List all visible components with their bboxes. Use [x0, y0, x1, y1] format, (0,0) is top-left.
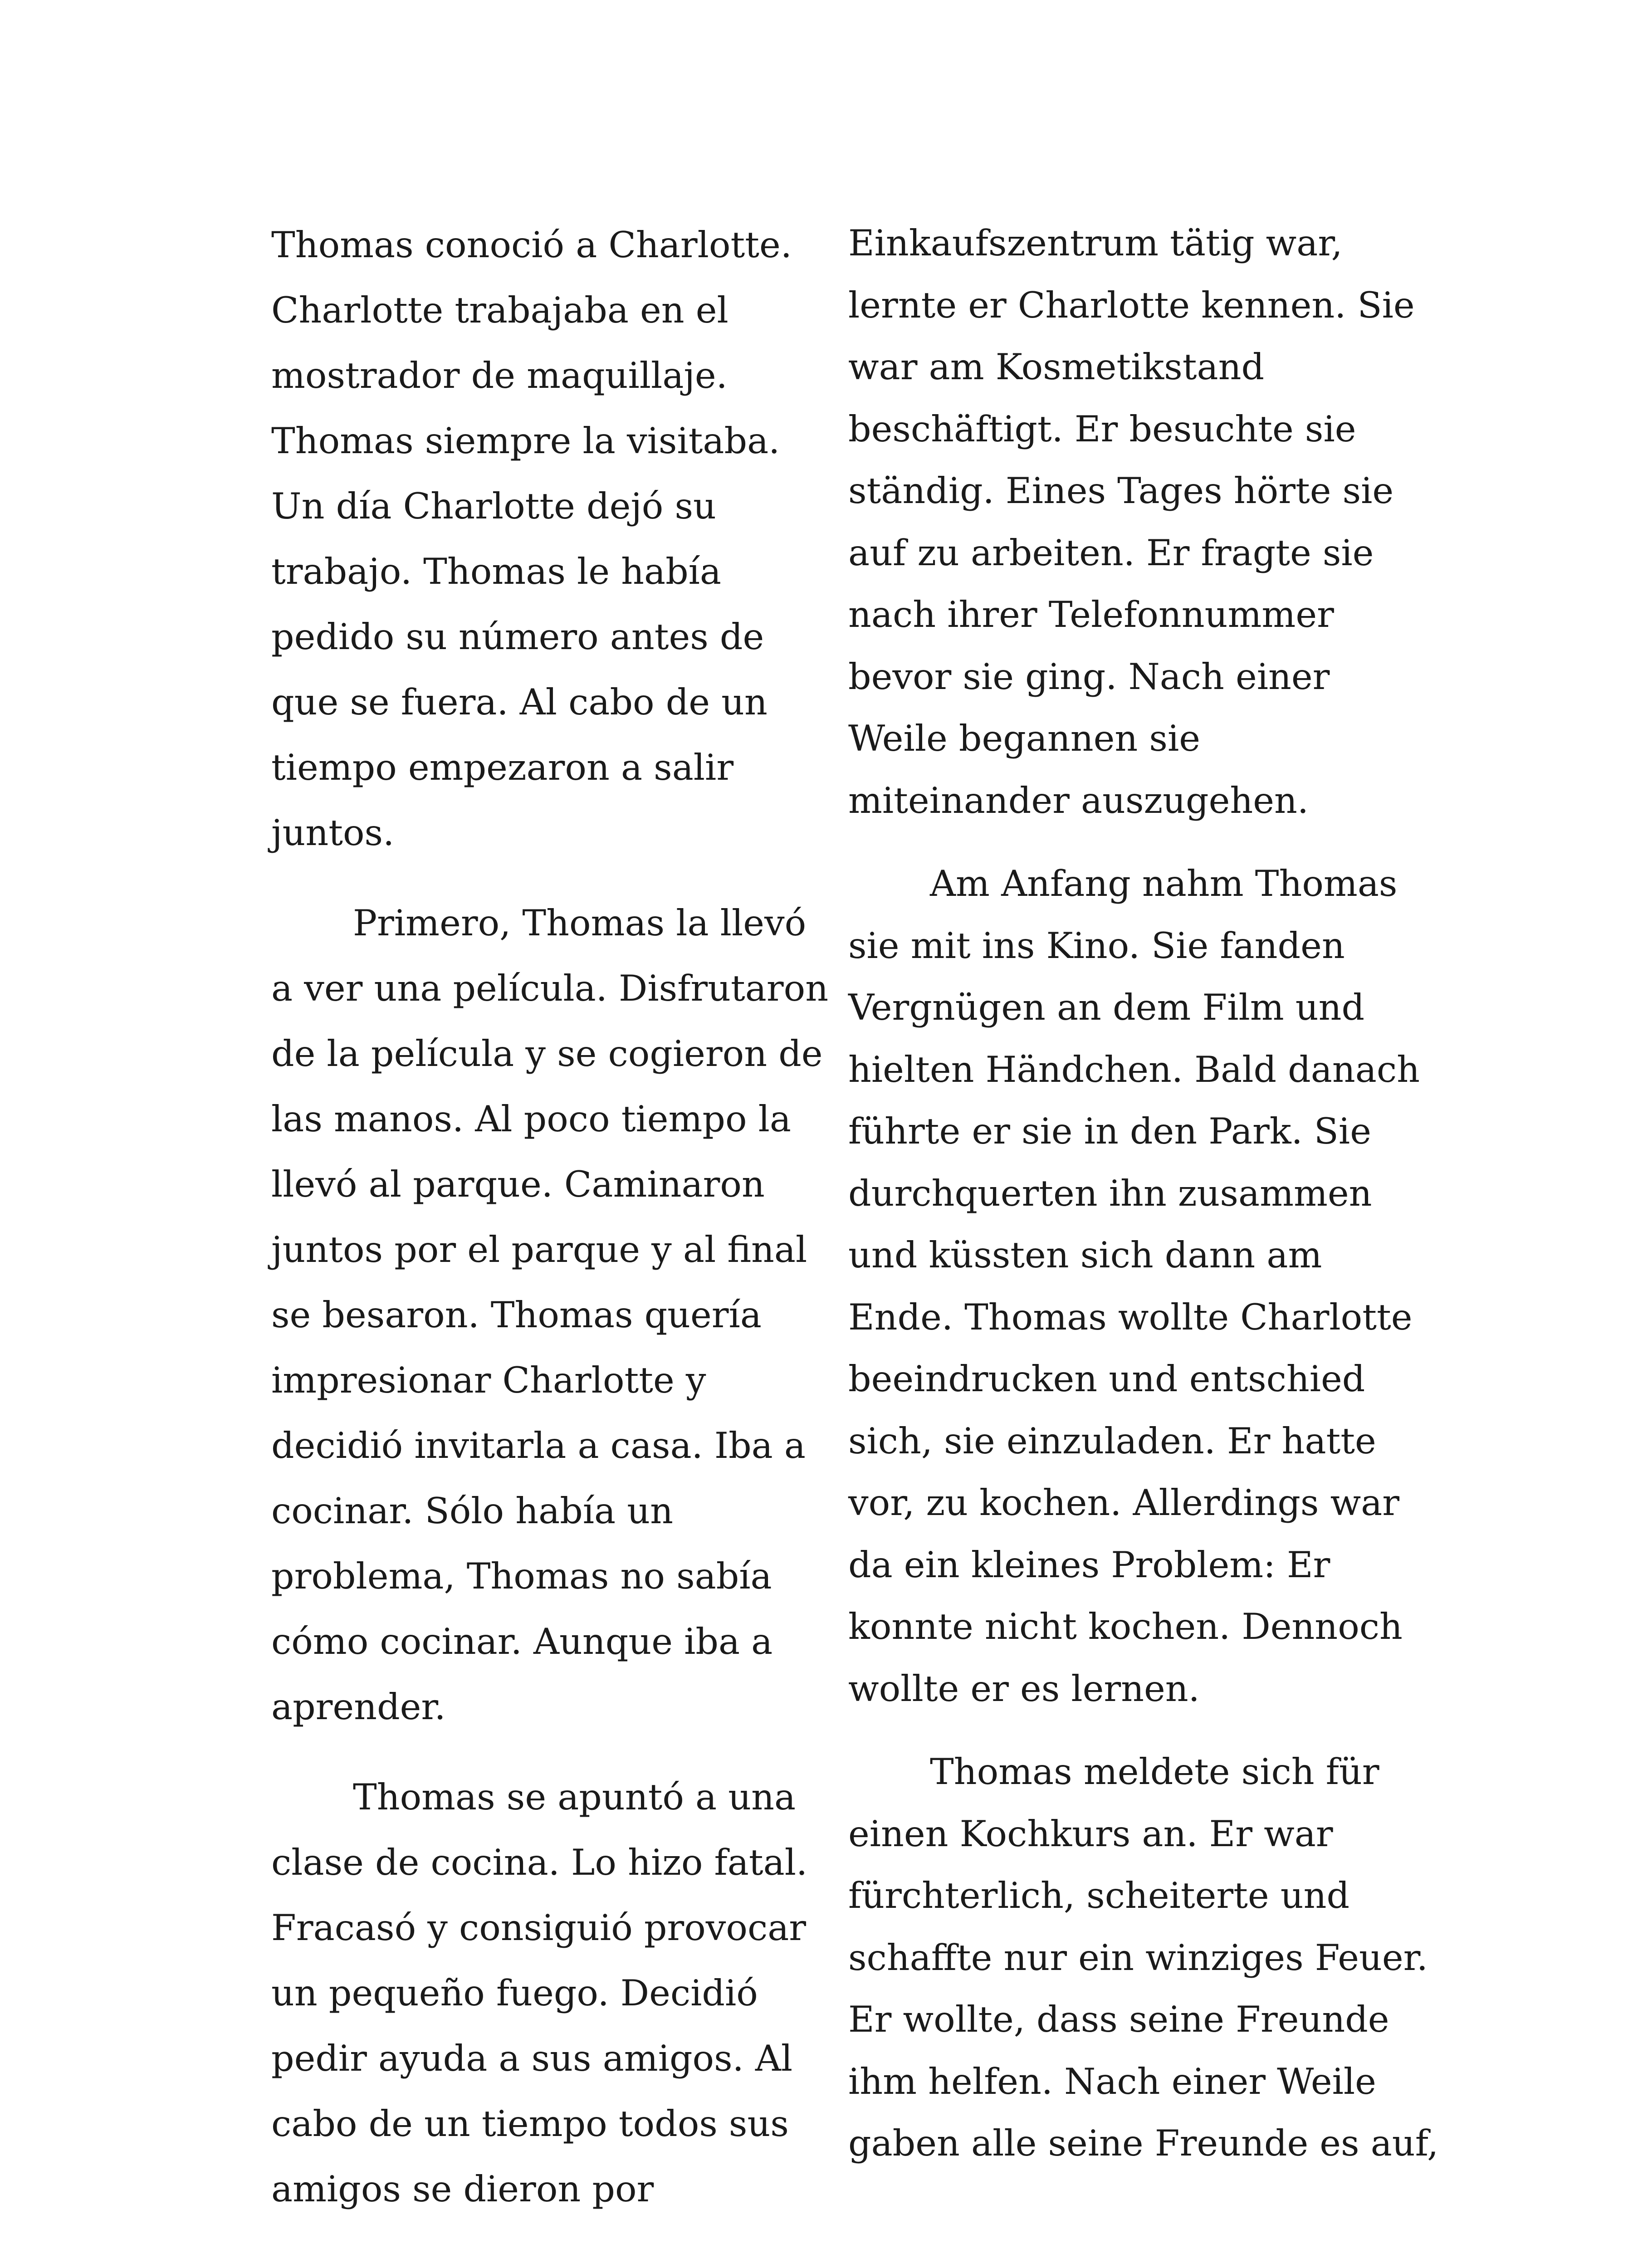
- text-line: problema, Thomas no sabía: [271, 1555, 772, 1597]
- text-line: Er wollte, dass seine Freunde: [848, 1999, 1389, 2040]
- paragraph-gap: [271, 865, 843, 890]
- text-line: durchquerten ihn zusammen: [848, 1172, 1372, 1214]
- paragraph: [848, 853, 1420, 1720]
- text-line: Einkaufszentrum tätig war,: [848, 222, 1343, 264]
- text-line: clase de cocina. Lo hizo fatal.: [271, 1842, 808, 1883]
- paragraph: [848, 1741, 1439, 2175]
- text-line: Ende. Thomas wollte Charlotte: [848, 1296, 1413, 1338]
- text-line: se besaron. Thomas quería: [271, 1294, 762, 1336]
- paragraph-gap: [271, 1740, 843, 1765]
- text-line: a ver una película. Disfrutaron: [271, 968, 829, 1009]
- text-line: bevor sie ging. Nach einer: [848, 655, 1330, 698]
- text-line: un pequeño fuego. Decidió: [271, 1972, 758, 2014]
- text-line: pedido su número antes de: [271, 616, 764, 658]
- text-line: wollte er es lernen.: [848, 1667, 1200, 1710]
- text-line: Charlotte trabajaba en el: [271, 289, 728, 331]
- paragraph-gap: [848, 831, 1420, 853]
- text-line: hielten Händchen. Bald danach: [848, 1048, 1420, 1090]
- text-line: pedir ayuda a sus amigos. Al: [271, 2038, 793, 2079]
- text-line: juntos por el parque y al final: [271, 1229, 807, 1271]
- text-line: einen Kochkurs an. Er war: [848, 1813, 1333, 1855]
- text-line: lernte er Charlotte kennen. Sie: [848, 284, 1415, 326]
- text-line: sie mit ins Kino. Sie fanden: [848, 924, 1345, 967]
- text-line: Am Anfang nahm Thomas: [930, 863, 1398, 904]
- text-line: Vergnügen an dem Film und: [848, 987, 1365, 1028]
- text-line: tiempo empezaron a salir: [271, 747, 734, 788]
- text-line: Un día Charlotte dejó su: [271, 485, 716, 527]
- text-line: las manos. Al poco tiempo la: [271, 1098, 792, 1140]
- text-line: miteinander auszugehen.: [848, 779, 1309, 821]
- text-line: Thomas meldete sich für: [930, 1751, 1379, 1793]
- text-line: que se fuera. Al cabo de un: [271, 681, 768, 723]
- text-line: decidió invitarla a casa. Iba a: [271, 1425, 806, 1466]
- text-line: amigos se dieron por: [271, 2168, 654, 2210]
- text-line: nach ihrer Telefonnummer: [848, 594, 1334, 635]
- text-line: war am Kosmetikstand: [848, 346, 1265, 388]
- text-line: juntos.: [271, 812, 395, 854]
- text-line: da ein kleines Problem: Er: [848, 1544, 1330, 1586]
- text-line: de la película y se cogieron de: [271, 1033, 823, 1075]
- text-line: Fracasó y consiguió provocar: [271, 1907, 807, 1949]
- text-line: cabo de un tiempo todos sus: [271, 2103, 789, 2145]
- paragraph-gap: [848, 1720, 1420, 1741]
- text-line: Primero, Thomas la llevó: [353, 902, 807, 944]
- text-line: beschäftigt. Er besuchte sie: [848, 408, 1356, 450]
- text-line: und küssten sich dann am: [848, 1234, 1322, 1276]
- text-line: impresionar Charlotte y: [271, 1359, 706, 1401]
- text-line: Thomas siempre la visitaba.: [271, 420, 780, 462]
- text-line: fürchterlich, scheiterte und: [848, 1875, 1350, 1916]
- text-line: konnte nicht kochen. Dennoch: [848, 1606, 1403, 1647]
- text-line: Thomas conoció a Charlotte.: [271, 224, 792, 266]
- paragraph: [848, 212, 1420, 831]
- text-line: Thomas se apuntó a una: [353, 1776, 796, 1818]
- paragraph: [271, 890, 843, 1740]
- text-line: cómo cocinar. Aunque iba a: [271, 1621, 773, 1662]
- text-line: ihm helfen. Nach einer Weile: [848, 2060, 1376, 2102]
- text-line: auf zu arbeiten. Er fragte sie: [848, 532, 1374, 574]
- text-line: mostrador de maquillaje.: [271, 355, 728, 396]
- text-line: Weile begannen sie: [848, 718, 1200, 759]
- text-line: llevó al parque. Caminaron: [271, 1163, 765, 1205]
- text-line: schaffte nur ein winziges Feuer.: [848, 1936, 1428, 1979]
- paragraph: [271, 212, 843, 865]
- paragraph: [271, 1765, 843, 2222]
- text-line: trabajo. Thomas le había: [271, 551, 722, 592]
- text-line: vor, zu kochen. Allerdings war: [848, 1482, 1400, 1524]
- text-line: ständig. Eines Tages hörte sie: [848, 470, 1394, 512]
- left-column-spanish: [271, 212, 843, 2222]
- right-column-german: [848, 212, 1439, 2175]
- text-line: aprender.: [271, 1686, 446, 1728]
- text-line: sich, sie einzuladen. Er hatte: [848, 1420, 1376, 1462]
- text-line: cocinar. Sólo había un: [271, 1490, 674, 1532]
- text-line: führte er sie in den Park. Sie: [848, 1110, 1371, 1152]
- text-line: gaben alle seine Freunde es auf,: [848, 2122, 1439, 2164]
- text-line: beeindrucken und entschied: [848, 1358, 1365, 1400]
